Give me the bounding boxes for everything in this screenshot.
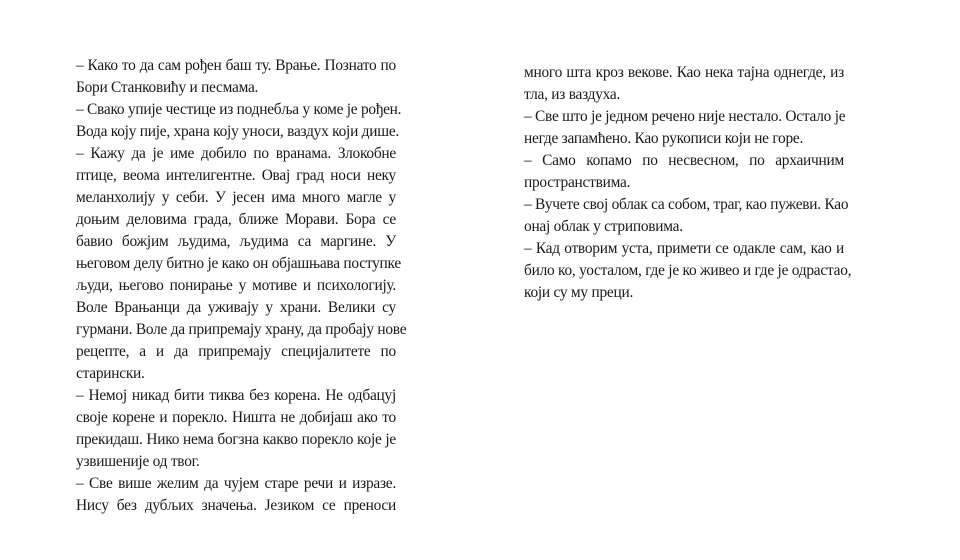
text-line: Воле Врањанци да уживају у храни. Велики су [76,299,396,316]
text-line: рецепте, а и да припремају специјалитете по [76,343,396,360]
text-line: било ко, уосталом, где је ко живео и где је одрастао, [524,262,852,279]
right-page [480,0,960,560]
text-line: – Вучете свој облак са собом, траг, као пужеви. Као [524,196,849,213]
text-line: меланхолију у себи. У јесен има много магле у [76,189,396,206]
text-line: – Кад отворим уста, примети се одакле сам, као и [524,240,844,257]
text-line: – Кажу да је име добило по вранама. Злокобне [76,145,396,162]
text-line: Вода коју пије, храна коју уноси, ваздух који дише. [76,123,399,140]
text-line: Нису без дубљих значења. Језиком се преноси [76,497,396,514]
text-line: – Како то да сам рођен баш ту. Врање. Познато по [76,57,396,74]
text-line: који су му преци. [524,284,634,301]
left-text-column [76,55,407,517]
text-line: људи, његово понирање у мотиве и психологију. [76,277,396,294]
text-line: гурмани. Воле да припремају храну, да пробају нове [76,321,407,338]
text-line: Бори Станковићу и песмама. [76,79,259,96]
text-line: тла, из ваздуха. [524,86,621,103]
text-line: – Свако упије честице из поднебља у коме је рођен. [76,101,402,118]
text-line: онај облак у стриповима. [524,218,683,235]
text-line: старински. [76,365,145,382]
text-line: негде запамћено. Као рукописи који не горе. [524,130,804,147]
text-line: – Немој никад бити тиква без корена. Не одбацуј [76,387,396,404]
text-line: прекидаш. Нико нема богзна какво порекло које је [76,431,396,448]
text-line: много шта кроз векове. Као нека тајна однегде, из [524,64,844,81]
text-line: узвишеније од твог. [76,453,200,470]
text-line: бавио божјим људима, људима са маргине. У [76,233,396,250]
text-line: пространствима. [524,174,631,191]
text-line: – Све што је једном речено није нестало. Остало је [524,108,846,125]
text-line: птице, веома интелигентне. Овај град носи неку [76,167,396,184]
text-line: његовом делу битно је како он објашњава поступке [76,255,401,272]
right-text-column [524,62,852,304]
text-line: – Само копамо по несвесном, по архаичним [524,152,844,169]
text-line: доњим деловима града, ближе Морави. Бора се [76,211,396,228]
text-line: – Све више желим да чујем старе речи и изразе. [76,475,396,492]
text-line: своје корене и порекло. Ништа не добијаш ако то [76,409,396,426]
